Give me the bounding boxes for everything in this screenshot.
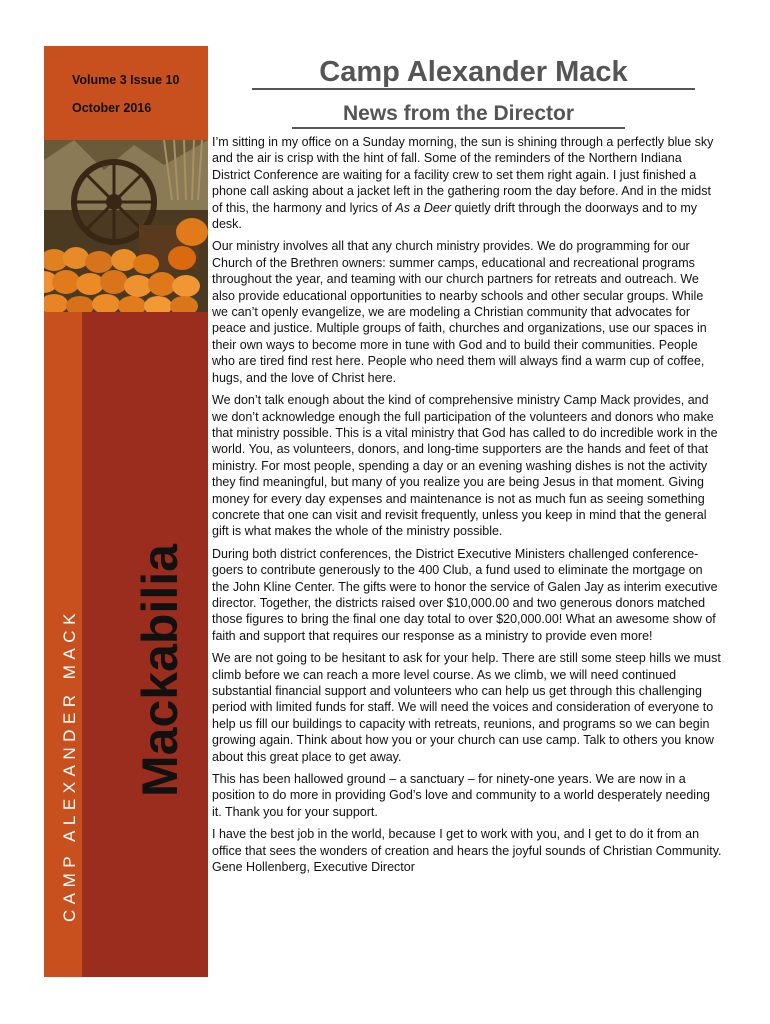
paragraph-3: We don’t talk enough about the kind of comprehensive ministry Camp Mack provides, and we don’t acknowledge enough the full participation of the volunteers and donors who make that ministry possible. This is a vital ministry that God has called to do incredible work in the world. You, as volunteers, donors, and long-time supporters are the hands and feet of that ministry. For most people, spending a day or an evening washing dishes is not the activity they find meaningful, but many of you realize you are being Jesus in that moment. Giving money for every day expenses and maintenance is not as much fun as seeing something concrete that one can visit and revisit frequently, unless you keep in mind that the general gift is what makes the whole of the ministry possible. xyxy=(212,393,718,539)
song-title: As a Deer xyxy=(395,200,452,215)
paragraph-7-text: I have the best job in the world, because I get to work with you, and I get to do it from an office that sees the wonders of creation and hears the joyful sounds of Christian Community. xyxy=(212,827,722,858)
signature: Gene Hollenberg, Executive Director xyxy=(212,860,415,875)
section-heading: News from the Director xyxy=(342,102,575,125)
autumn-pumpkins-photo xyxy=(44,140,208,312)
title-underline xyxy=(252,88,695,90)
paragraph-1-text: I’m sitting in my office on a Sunday morning, the sun is shining through a perfectly blue sky and the air is crisp with the hint of fall. Some of the reminders of the Northern Indiana District Conference are waiting for a facility crew to set them right again. I just finished a phone call asking about a jacket left in the gathering room the day before. And in the midst of this, the harmony and lyrics of xyxy=(212,135,714,215)
page-title: Camp Alexander Mack xyxy=(319,56,628,88)
newsletter-masthead: Mackabilia xyxy=(132,544,188,797)
article-body xyxy=(212,134,722,881)
vertical-camp-name: CAMP ALEXANDER MACK xyxy=(60,608,79,922)
paragraph-2: Our ministry involves all that any church ministry provides. We do programming for our Church of the Brethren owners: summer camps, educational and recreational programs throughout the year, and teaming with our church partners for retreats and outreach. We also provide educational opportunities to nearby schools and other secular groups. While we can’t openly evangelize, we are modeling a Christian community that advocates for peace and justice. Multiple groups of faith, churches and organizations, use our spaces in their own ways to become more in tune with God and to build their communities. People who are tired find rest here. People who need them will always find a warm cup of coffee, hugs, and the love of Christ here. xyxy=(212,239,707,385)
paragraph-1-end: quietly drift through the doorways and to my desk. xyxy=(212,200,697,232)
paragraph-7 xyxy=(212,826,722,875)
paragraph-1 xyxy=(212,134,722,232)
paragraph-5: We are not going to be hesitant to ask for your help. There are still some steep hills we must climb before we can reach a more level course. As we climb, we will need continued substantial financial support and volunteers who can help us get through this challenging period with limited funds for staff. We will need the voices and consideration of everyone to help us fill our buildings to capacity with retreats, reunions, and programs so we can begin growing again. Think about how you or your church can use camp. Talk to others you know about this great place to get away. xyxy=(212,651,721,764)
paragraph-6: This has been hallowed ground – a sanctuary – for ninety-one years. We are now in a position to do more in providing God’s love and community to a world desperately needing it. Thank you for your support. xyxy=(212,772,710,819)
heading-underline xyxy=(292,127,625,129)
volume-issue: Volume 3 Issue 10 xyxy=(72,73,180,87)
paragraph-4: During both district conferences, the District Executive Ministers challenged conference-goers to contribute generously to the 400 Club, a fund used to eliminate the mortgage on the John Kline Center. The gifts were to honor the service of Galen Jay as interim executive director. Together, the districts raised over $10,000.00 and two generous donors matched those figures to bring the final one day total to over $20,000.00! What an awesome show of faith and support that requires our response as a ministry to provide even more! xyxy=(212,546,718,643)
issue-date: October 2016 xyxy=(72,101,152,115)
